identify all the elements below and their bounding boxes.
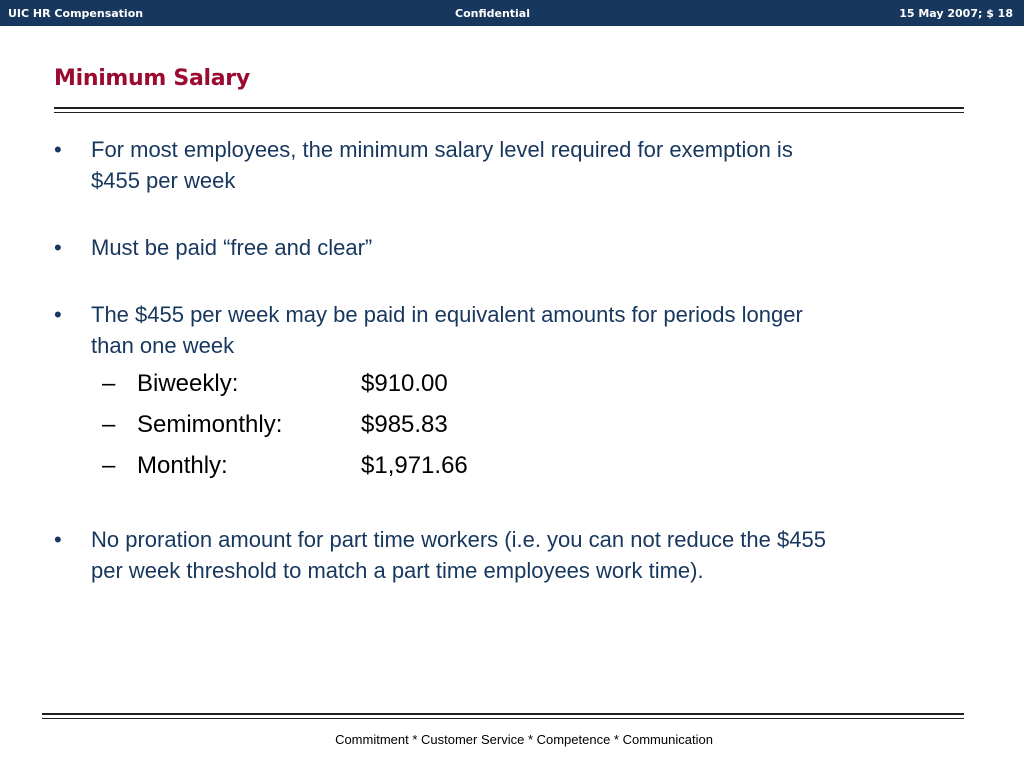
slide-title: Minimum Salary	[54, 66, 250, 91]
bullet-marker: •	[54, 527, 62, 552]
bullet-text-line: $455 per week	[91, 168, 236, 193]
footer-divider-top	[42, 713, 964, 715]
bullet-item	[54, 299, 934, 361]
bullet-text-line: per week threshold to match a part time employees work time).	[91, 558, 704, 583]
footer	[0, 732, 1024, 747]
bullet-text-line: No proration amount for part time workers (i.e. you can not reduce the $455	[91, 527, 826, 552]
pay-period-label: Biweekly:	[137, 370, 239, 397]
footer-divider-bottom	[42, 718, 964, 719]
sub-item-marker: –	[102, 452, 116, 479]
bullet-item	[54, 524, 934, 586]
bullet-marker: •	[54, 137, 62, 162]
bullet-marker: •	[54, 235, 62, 260]
bullet-text-line: The $455 per week may be paid in equivalent amounts for periods longer	[91, 302, 803, 327]
sub-item-marker: –	[102, 370, 116, 397]
bullet-item	[54, 232, 934, 263]
sub-item-marker: –	[102, 411, 116, 438]
pay-period-amount: $985.83	[361, 411, 448, 438]
pay-period-amount: $1,971.66	[361, 452, 468, 479]
header-left-text: UIC HR Compensation	[8, 7, 144, 20]
pay-period-label: Monthly:	[137, 452, 228, 479]
bullet-text-line: For most employees, the minimum salary level required for exemption is	[91, 137, 793, 162]
bullet-text-line: Must be paid “free and clear”	[91, 235, 373, 260]
bullet-text-line: than one week	[91, 333, 235, 358]
header-right-text: 15 May 2007; $ 18	[899, 7, 1013, 20]
bullet-marker: •	[54, 302, 62, 327]
title-divider-bottom	[54, 112, 964, 113]
bullet-item	[54, 134, 934, 196]
footer-text: Commitment * Customer Service * Competence * Communication	[335, 732, 713, 747]
pay-period-amount: $910.00	[361, 370, 448, 397]
header-bar	[0, 0, 1024, 26]
header-center-text: Confidential	[455, 7, 531, 20]
pay-period-label: Semimonthly:	[137, 411, 283, 438]
title-divider-top	[54, 107, 964, 109]
